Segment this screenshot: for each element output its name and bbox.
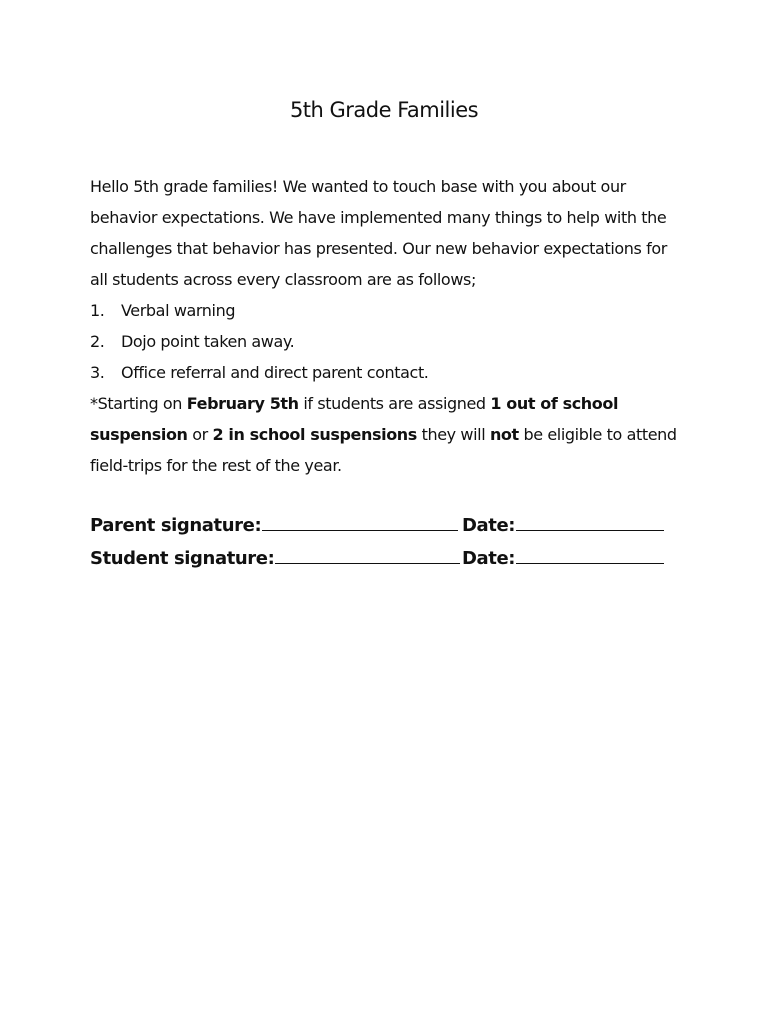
student-signature-line[interactable] bbox=[275, 545, 460, 564]
notice-text: if students are assigned bbox=[298, 394, 491, 413]
list-item-number: 3. bbox=[90, 363, 105, 382]
parent-signature-row bbox=[90, 512, 690, 536]
list-item-number: 1. bbox=[90, 301, 105, 320]
behavior-steps-list bbox=[90, 295, 680, 388]
student-date-label: Date: bbox=[462, 548, 516, 569]
notice-iss-count: 2 in school suspensions bbox=[212, 425, 417, 444]
notice-text: or bbox=[187, 425, 213, 444]
list-item bbox=[90, 326, 680, 357]
list-item bbox=[90, 357, 680, 388]
parent-signature-label: Parent signature: bbox=[90, 515, 262, 536]
notice-text: *Starting on bbox=[90, 394, 187, 413]
student-signature-label: Student signature: bbox=[90, 548, 275, 569]
parent-date-line[interactable] bbox=[516, 512, 664, 531]
parent-signature-line[interactable] bbox=[262, 512, 458, 531]
notice-date: February 5th bbox=[186, 394, 299, 413]
student-date-line[interactable] bbox=[516, 545, 664, 564]
field-trip-notice bbox=[90, 388, 680, 481]
parent-date-label: Date: bbox=[462, 515, 516, 536]
list-item bbox=[90, 295, 680, 326]
list-item-text: Dojo point taken away. bbox=[121, 332, 295, 351]
notice-oss-count: 1 out of school suspension bbox=[90, 394, 619, 444]
intro-paragraph: Hello 5th grade families! We wanted to touch base with you about our behavior expectations. We have implemented many things to help with the challenges that behavior has presented. Our new behavior expectations for all students across every classroom are as follows; bbox=[90, 177, 667, 289]
list-item-number: 2. bbox=[90, 332, 105, 351]
parent-date-group bbox=[462, 512, 664, 536]
student-date-group bbox=[462, 545, 664, 569]
list-item-text: Verbal warning bbox=[121, 301, 236, 320]
notice-not-emphasis: not bbox=[489, 425, 519, 444]
student-signature-row bbox=[90, 545, 690, 569]
document-title: 5th Grade Families bbox=[289, 98, 479, 122]
notice-text: be eligible to attend field-trips for the rest of the year. bbox=[90, 425, 677, 475]
document-body bbox=[90, 171, 680, 481]
notice-text: they will bbox=[416, 425, 490, 444]
list-item-text: Office referral and direct parent contact. bbox=[121, 363, 429, 382]
